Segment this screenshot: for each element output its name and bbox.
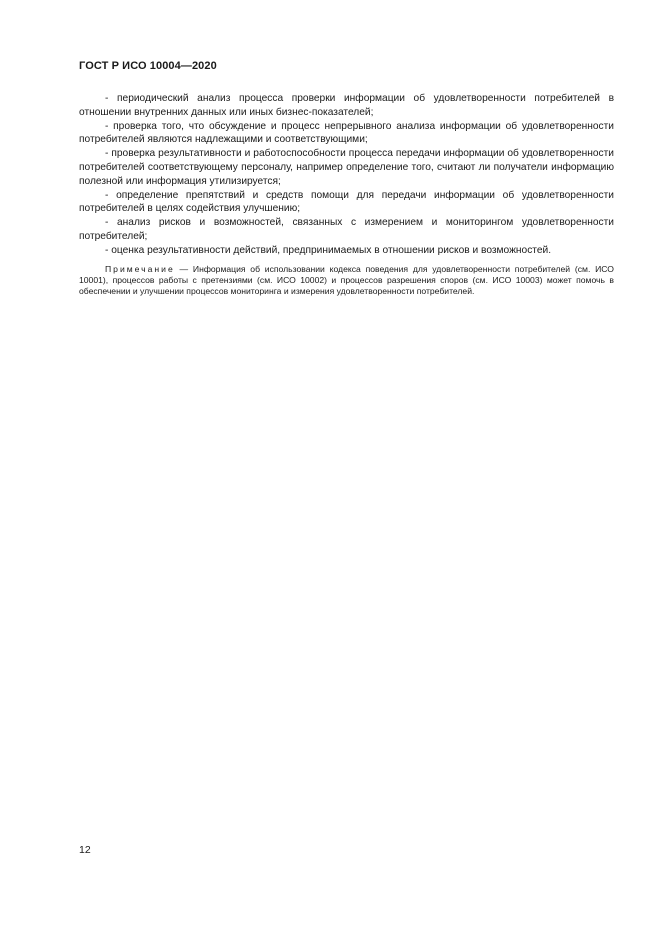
list-item: - периодический анализ процесса проверки информации об удовлетворенности потребителей в отношении внутренних данных или иных бизнес-показателей;: [79, 93, 614, 118]
note-text: — Информация об использовании кодекса поведения для удовлетворенности потребителей (см. ИСО 10001), процессов работы с претензиями (см. ИСО 10002) и процессов разрешения споров (см. ИСО 10003) может помочь в обеспечении и улучшении процессов мониторинга и измерения удовлетворенности потребителей.: [79, 263, 614, 297]
list-item: - оценка результативности действий, предпринимаемых в отношении рисков и возможностей.: [105, 244, 552, 256]
note-label: Примечание: [105, 263, 175, 274]
document-body: [79, 92, 614, 306]
list-item: - определение препятствий и средств помощи для передачи информации об удовлетворенности потребителей в целях содействия улучшению;: [79, 189, 614, 215]
document-header: ГОСТ Р ИСО 10004—2020: [79, 60, 217, 72]
list-item: - проверка того, что обсуждение и процесс непрерывного анализа информации об удовлетворенности потребителей являются надлежащими и соответствующими;: [79, 120, 614, 146]
list-item: - анализ рисков и возможностей, связанных с измерением и мониторингом удовлетворенности потребителей;: [79, 217, 614, 242]
page-number: 12: [79, 844, 91, 856]
note-paragraph: [79, 264, 614, 298]
list-item: - проверка результативности и работоспособности процесса передачи информации об удовлетворенности потребителей соответствующему персоналу, например определение того, считают ли получатели информацию полезной или информация утилизируется;: [79, 148, 614, 187]
